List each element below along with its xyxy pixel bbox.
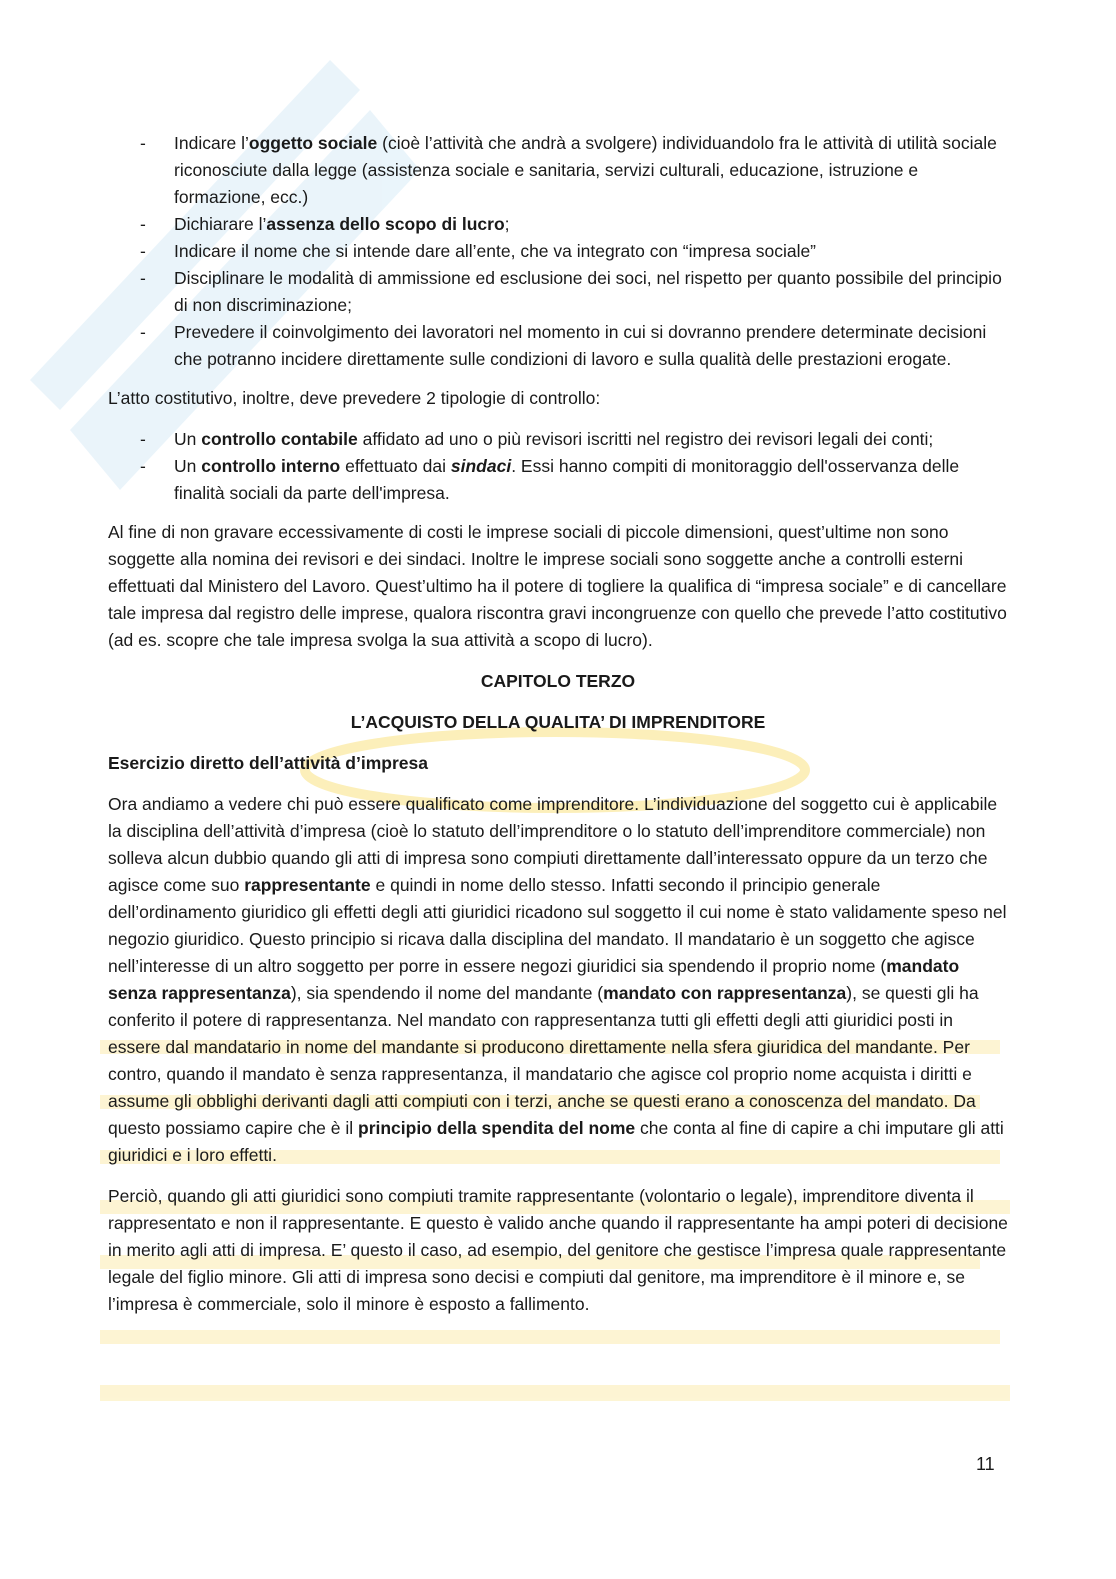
small-enterprise-paragraph xyxy=(108,519,1008,654)
bold-italic-term: sindaci xyxy=(450,456,512,476)
page-number: 11 xyxy=(976,1454,995,1474)
text-run: Dichiarare l’ xyxy=(174,214,267,234)
direct-exercise-paragraph xyxy=(108,791,1008,1169)
list-item xyxy=(108,238,1008,265)
bold-term: mandato con rappresentanza xyxy=(603,983,847,1003)
text-run: ), se questi gli ha conferito il potere di rappresentanza. Nel mandato con rappresentanza tutti gli effetti degli atti giuridici posti in essere dal mandatario in nome del mandante si producono direttamente nella sfera giuridica del mandante. Per contro, quando il mandato è senza rappresentanza, il mandatario che agisce col proprio nome acquista i diritti e assume gli obblighi derivanti dagli atti compiuti con i terzi, anche se questi erano a conoscenza del mandato. Da questo possiamo capire che è il xyxy=(108,983,979,1138)
text-run: affidato ad uno o più revisori iscritti nel registro dei revisori legali dei conti; xyxy=(357,429,934,449)
list-item xyxy=(108,265,1008,319)
text-run: che conta al fine di capire a chi imputare gli atti giuridici e i loro effetti. xyxy=(108,1118,1004,1165)
page-content xyxy=(108,130,1008,1332)
list-item xyxy=(108,453,1008,507)
list-item xyxy=(108,426,1008,453)
list-item xyxy=(108,319,1008,373)
text-run: ), sia spendendo il nome del mandante ( xyxy=(290,983,604,1003)
text-run: Indicare l’ xyxy=(174,133,249,153)
text-run: Disciplinare le modalità di ammissione ed esclusione dei soci, nel rispetto per quanto possibile del principio di non discriminazione; xyxy=(174,268,1002,315)
text-run: Prevedere il coinvolgimento dei lavoratori nel momento in cui si dovranno prendere determinate decisioni che potranno incidere direttamente sulle condizioni di lavoro e sulla qualità delle prestazioni erogate. xyxy=(174,322,987,369)
list-item xyxy=(108,211,1008,238)
bold-term: assenza dello scopo di lucro xyxy=(266,214,505,234)
controls-list xyxy=(108,426,1008,507)
requirements-list xyxy=(108,130,1008,373)
text-run: . Essi hanno compiti di monitoraggio dell'osservanza delle finalità sociali da parte dell'impresa. xyxy=(174,456,960,503)
list-item xyxy=(108,130,1008,211)
bold-term: oggetto sociale xyxy=(248,133,378,153)
text-run: Perciò, quando gli atti giuridici sono compiuti tramite rappresentante (volontario o legale), imprenditore diventa il rappresentato e non il rappresentante. E questo è valido anche quando il rappresentante ha ampi poteri di decisione in merito agli atti di impresa. E’ questo il caso, ad esempio, del genitore che gestisce l’impresa quale rappresentante legale del figlio minore. Gli atti di impresa sono decisi e compiuti dal genitore, ma imprenditore è il minore e, se l’impresa è commerciale, solo il minore è esposto a fallimento. xyxy=(108,1186,1008,1314)
text-run: e quindi in nome dello stesso. Infatti secondo il principio generale dell’ordinamento giuridico gli effetti degli atti giuridici ricadono sul soggetto il cui nome è stato validamente speso nel negozio giuridico. Questo principio si ricava dalla disciplina del mandato. Il mandatario è un soggetto che agisce nell’interesse di un altro soggetto per porre in essere negozi giuridici sia spendendo il proprio nome ( xyxy=(108,875,1007,976)
bold-term: mandato senza rappresentanza xyxy=(108,956,960,1003)
text-run: Indicare il nome che si intende dare all’ente, che va integrato con “impresa sociale” xyxy=(174,241,817,261)
text-run: Ora andiamo a vedere chi può essere qualificato come imprenditore. L’individuazione del soggetto cui è applicabile la disciplina dell’attività d’impresa (cioè lo statuto dell’imprenditore o lo statuto dell’imprenditore commerciale) non solleva alcun dubbio quando gli atti di impresa sono compiuti direttamente dall’interessato oppure da un terzo che agisce come suo xyxy=(108,794,998,895)
controls-intro xyxy=(108,385,1008,412)
bold-term: controllo interno xyxy=(201,456,341,476)
text-run: ; xyxy=(504,214,510,234)
text-run: L’atto costitutivo, inoltre, deve prevedere 2 tipologie di controllo: xyxy=(108,388,601,408)
text-run: Un xyxy=(174,429,202,449)
chapter-title: CAPITOLO TERZO xyxy=(480,671,636,691)
text-run: Un xyxy=(174,456,202,476)
bold-term: rappresentante xyxy=(244,875,371,895)
bold-term: principio della spendita del nome xyxy=(358,1118,636,1138)
text-run: Al fine di non gravare eccessivamente di costi le imprese sociali di piccole dimensioni, quest’ultime non sono soggette alla nomina dei revisori e dei sindaci. Inoltre le imprese sociali sono soggette anche a controlli esterni effettuati dal Ministero del Lavoro. Quest’ultimo ha il potere di togliere la qualifica di “impresa sociale” e di cancellare tale impresa dal registro delle imprese, qualora riscontra gravi incongruenze con quello che prevede l’atto costitutivo (ad es. scopre che tale impresa svolga la sua attività a scopo di lucro). xyxy=(108,522,1007,650)
text-run: (cioè l’attività che andrà a svolgere) individuandolo fra le attività di utilità sociale riconosciute dalla legge (assistenza sociale e sanitaria, servizi culturali, educazione, istruzione e formazione, ecc.) xyxy=(174,133,997,207)
chapter-subtitle: L’ACQUISTO DELLA QUALITA’ DI IMPRENDITORE xyxy=(350,712,766,732)
bold-term: controllo contabile xyxy=(201,429,358,449)
text-run: effettuato dai xyxy=(340,456,451,476)
section-heading: Esercizio diretto dell’attività d’impresa xyxy=(108,753,428,773)
representation-paragraph xyxy=(108,1183,1008,1318)
